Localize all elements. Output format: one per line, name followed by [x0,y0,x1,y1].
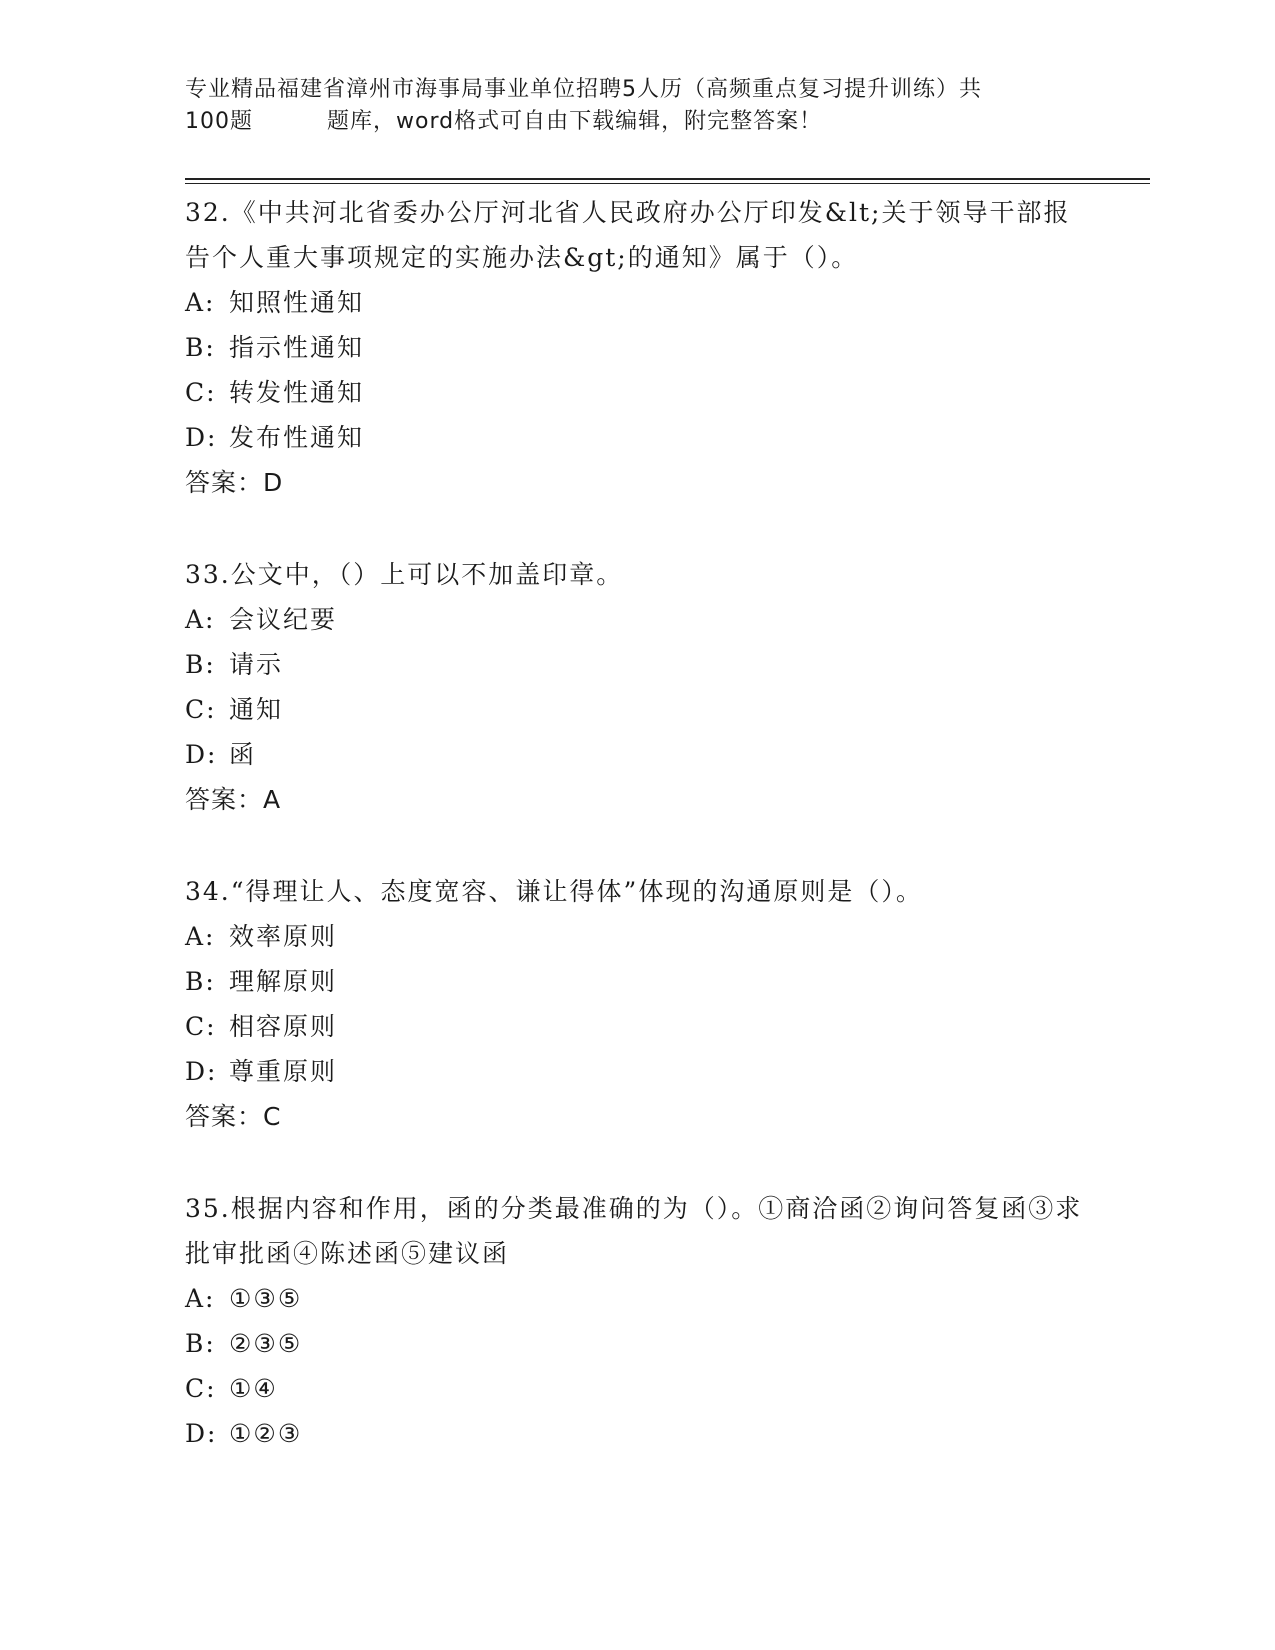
header-question-count: 100题 [185,109,253,134]
option-text: 相容原则 [229,1012,338,1041]
option-b [185,642,1085,687]
option-text: 效率原则 [229,922,338,951]
answer-line: 答案：D [185,468,284,497]
option-c [185,1366,1085,1411]
option-d [185,732,1085,777]
option-text: 理解原则 [229,967,338,996]
option-key: A: [185,605,216,634]
question-33 [185,552,1085,822]
question-stem: 34.“得理让人、态度宽容、谦让得体”体现的沟通原则是（）。 [185,877,923,906]
question-32 [185,190,1085,505]
option-d [185,415,1085,460]
option-key: B: [185,333,216,362]
header-title-line1: 专业精品福建省漳州市海事局事业单位招聘5人历（高频重点复习提升训练）共 [185,77,982,102]
option-text: ①③⑤ [229,1284,303,1313]
option-key: B: [185,967,216,996]
question-stem: 32.《中共河北省委办公厅河北省人民政府办公厅印发&lt;关于领导干部报告个人重大事项规定的实施办法&gt;的通知》属于（）。 [185,198,1071,272]
option-d [185,1411,1085,1456]
option-key: D: [185,423,218,452]
option-text: 通知 [229,695,284,724]
question-35 [185,1186,1085,1456]
header-title-suffix: 题库，word格式可自由下载编辑，附完整答案！ [327,109,823,134]
question-stem: 35.根据内容和作用，函的分类最准确的为（）。①商洽函②询问答复函③求批审批函④陈述函⑤建议函 [185,1194,1083,1268]
option-key: D: [185,740,218,769]
option-c [185,370,1085,415]
option-text: ②③⑤ [229,1329,303,1358]
answer-line: 答案：A [185,785,282,814]
option-c [185,1004,1085,1049]
option-key: A: [185,922,216,951]
header-divider-thin [185,183,1150,184]
option-b [185,959,1085,1004]
option-text: 知照性通知 [229,288,365,317]
option-text: ①②③ [229,1419,303,1448]
option-text: 函 [229,740,257,769]
option-a [185,280,1085,325]
option-text: 转发性通知 [229,378,365,407]
option-key: C: [185,1374,217,1403]
answer-line: 答案：C [185,1102,282,1131]
option-key: A: [185,288,216,317]
option-key: A: [185,1284,216,1313]
question-34 [185,869,1085,1139]
option-a [185,597,1085,642]
option-text: 请示 [229,650,284,679]
option-key: B: [185,650,216,679]
option-d [185,1049,1085,1094]
option-text: ①④ [229,1374,278,1403]
header-divider-thick [185,178,1150,180]
page-header [185,74,1065,138]
option-b [185,1321,1085,1366]
option-text: 尊重原则 [229,1057,338,1086]
question-list [185,190,1085,1503]
option-text: 会议纪要 [229,605,338,634]
option-c [185,687,1085,732]
option-key: D: [185,1057,218,1086]
option-a [185,914,1085,959]
option-a [185,1276,1085,1321]
option-key: C: [185,378,217,407]
option-key: D: [185,1419,218,1448]
header-title-line2 [185,106,1065,138]
option-key: B: [185,1329,216,1358]
option-key: C: [185,1012,217,1041]
option-text: 指示性通知 [229,333,365,362]
option-b [185,325,1085,370]
option-text: 发布性通知 [229,423,365,452]
option-key: C: [185,695,217,724]
question-stem: 33.公文中，（）上可以不加盖印章。 [185,560,624,589]
